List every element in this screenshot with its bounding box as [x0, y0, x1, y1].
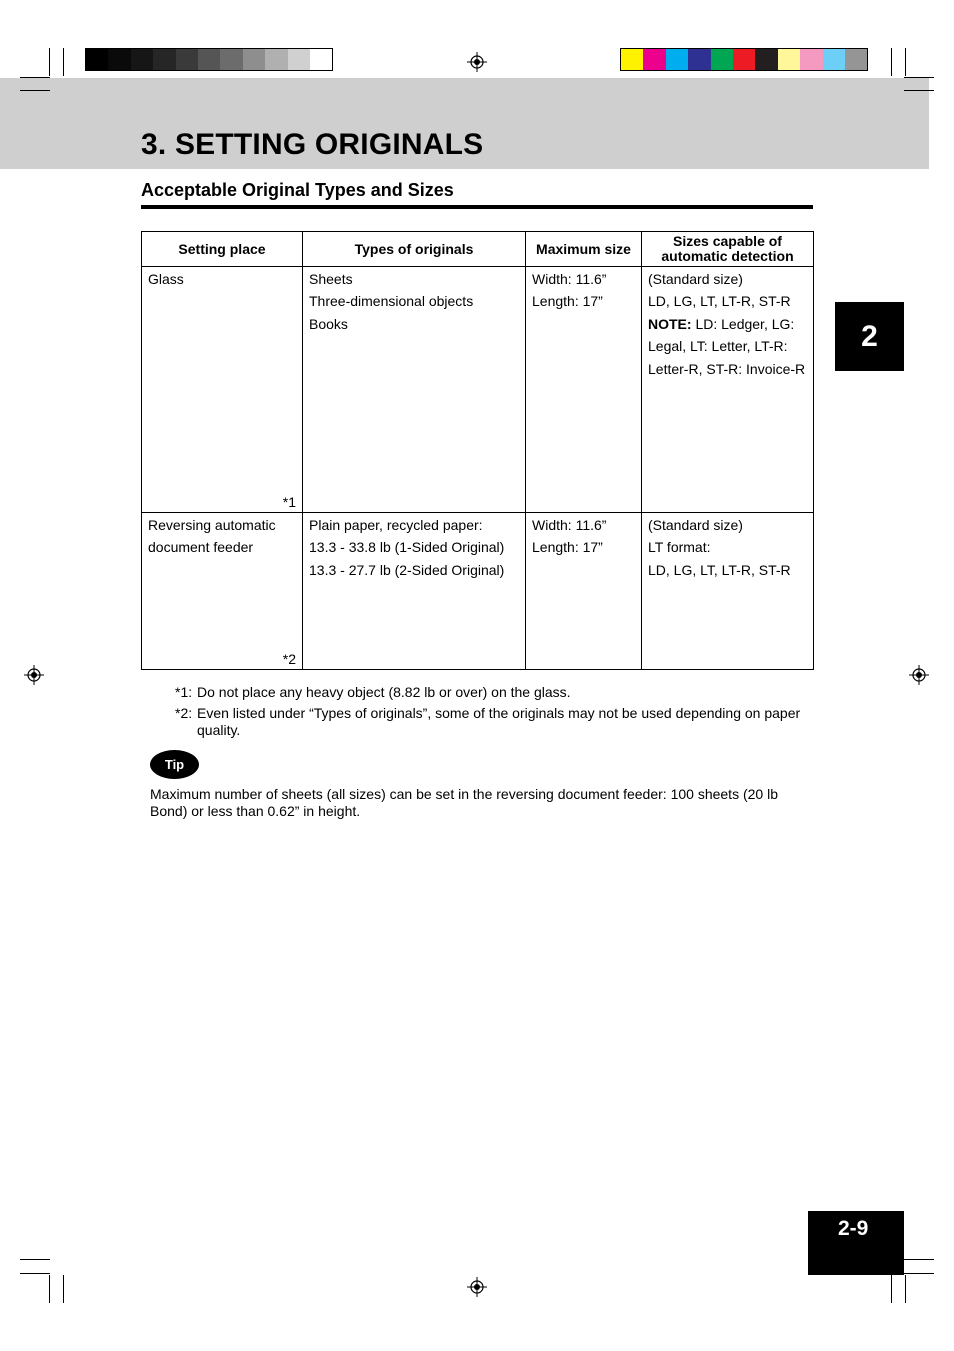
- cell-text: Width: 11.6”: [532, 517, 607, 533]
- table-row: [142, 513, 814, 670]
- cell-text: Reversing automatic: [148, 517, 276, 533]
- cell-text: 13.3 - 33.8 lb (1-Sided Original): [309, 539, 505, 556]
- color-swatch: [688, 49, 710, 70]
- footnote-mark: *2:: [175, 705, 193, 721]
- color-calibration-strip: [620, 48, 868, 71]
- color-swatch: [733, 49, 755, 70]
- table-row: [142, 267, 814, 513]
- grayscale-calibration-strip: [85, 48, 333, 71]
- gray-swatch: [108, 49, 130, 70]
- originals-table: [141, 231, 814, 670]
- cell-text: Length: 17”: [532, 539, 603, 556]
- registration-mark-icon: [467, 1277, 487, 1297]
- header-maximum-size: Maximum size: [526, 232, 642, 267]
- cell-text: Legal, LT: Letter, LT-R:: [648, 338, 788, 355]
- gray-swatch: [220, 49, 242, 70]
- header-auto-detection: Sizes capable of automatic detection: [642, 232, 814, 267]
- chapter-tab: 2: [835, 302, 904, 371]
- gray-swatch: [265, 49, 287, 70]
- crop-mark: [49, 48, 50, 76]
- cell-text: Plain paper, recycled paper:: [309, 517, 483, 533]
- note-line: [648, 313, 807, 335]
- color-swatch: [666, 49, 688, 70]
- gray-swatch: [176, 49, 198, 70]
- footnotes: [175, 684, 820, 743]
- gray-swatch: [288, 49, 310, 70]
- crop-mark: [20, 90, 50, 91]
- cell-text: Three-dimensional objects: [309, 293, 474, 310]
- page-number: [808, 1211, 904, 1275]
- cell-detection: [642, 267, 814, 513]
- crop-mark: [20, 1259, 50, 1260]
- color-swatch: [621, 49, 643, 70]
- registration-mark-icon: [909, 665, 929, 685]
- crop-mark: [904, 90, 934, 91]
- footnote: [175, 705, 820, 739]
- cell-detection: [642, 513, 814, 670]
- cell-text: Width: 11.6”: [532, 271, 607, 287]
- crop-mark: [904, 1259, 934, 1260]
- color-swatch: [823, 49, 845, 70]
- crop-mark: [904, 1273, 934, 1274]
- tip-text: Maximum number of sheets (all sizes) can be set in the reversing document feeder: 100 sheets (20 lb Bond) or less than 0.62” in height.: [150, 786, 778, 819]
- color-swatch: [845, 49, 867, 70]
- cell-text: Books: [309, 315, 348, 332]
- section-heading: Acceptable Original Types and Sizes: [141, 180, 454, 200]
- crop-mark: [905, 48, 906, 76]
- gray-swatch: [198, 49, 220, 70]
- color-swatch: [755, 49, 777, 70]
- cell-text: (Standard size): [648, 517, 743, 533]
- crop-mark: [905, 1275, 906, 1303]
- crop-mark: [63, 1275, 64, 1303]
- cell-text: LD, LG, LT, LT-R, ST-R: [648, 561, 791, 578]
- crop-mark: [891, 1275, 892, 1303]
- section-rule: [141, 205, 813, 209]
- footnote-text: Even listed under “Types of originals”, some of the originals may not be used depending on paper quality.: [197, 705, 801, 738]
- crop-mark: [20, 77, 50, 78]
- gray-swatch: [153, 49, 175, 70]
- cell-types: [303, 513, 526, 670]
- color-swatch: [778, 49, 800, 70]
- crop-mark: [63, 48, 64, 76]
- footnote-text: Do not place any heavy object (8.82 lb or over) on the glass.: [197, 684, 571, 700]
- crop-mark: [904, 77, 934, 78]
- tip-badge: Tip: [150, 750, 199, 779]
- gray-swatch: [131, 49, 153, 70]
- gray-swatch: [86, 49, 108, 70]
- footnote-ref: *1: [282, 494, 296, 510]
- cell-max-size: [526, 267, 642, 513]
- cell-text: Glass: [148, 271, 184, 287]
- cell-types: [303, 267, 526, 513]
- crop-mark: [20, 1273, 50, 1274]
- cell-text: Length: 17”: [532, 293, 603, 310]
- footnote: [175, 684, 820, 701]
- cell-text: Letter-R, ST-R: Invoice-R: [648, 360, 806, 377]
- color-swatch: [711, 49, 733, 70]
- registration-mark-icon: [24, 665, 44, 685]
- header-types-of-originals: Types of originals: [303, 232, 526, 267]
- cell-setting-place: [142, 267, 303, 513]
- gray-swatch: [310, 49, 332, 70]
- cell-max-size: [526, 513, 642, 670]
- cell-text: LD, LG, LT, LT-R, ST-R: [648, 293, 791, 310]
- registration-mark-icon: [467, 52, 487, 72]
- table-header-row: [142, 232, 814, 267]
- cell-text: 13.3 - 27.7 lb (2-Sided Original): [309, 561, 505, 578]
- cell-setting-place: [142, 513, 303, 670]
- cell-text: (Standard size): [648, 271, 743, 287]
- crop-mark: [891, 48, 892, 76]
- cell-text: Sheets: [309, 271, 353, 287]
- header-setting-place: Setting place: [142, 232, 303, 267]
- cell-text: document feeder: [148, 539, 254, 556]
- note-text: LD: Ledger, LG:: [691, 315, 795, 332]
- cell-text: LT format:: [648, 539, 711, 556]
- page-number-label: 2-9: [838, 1217, 869, 1240]
- crop-mark: [49, 1275, 50, 1303]
- footnote-ref: *2: [282, 651, 296, 667]
- color-swatch: [643, 49, 665, 70]
- note-label: NOTE:: [648, 315, 692, 332]
- page-title: 3. SETTING ORIGINALS: [141, 128, 484, 161]
- gray-swatch: [243, 49, 265, 70]
- footnote-mark: *1:: [175, 684, 193, 700]
- color-swatch: [800, 49, 822, 70]
